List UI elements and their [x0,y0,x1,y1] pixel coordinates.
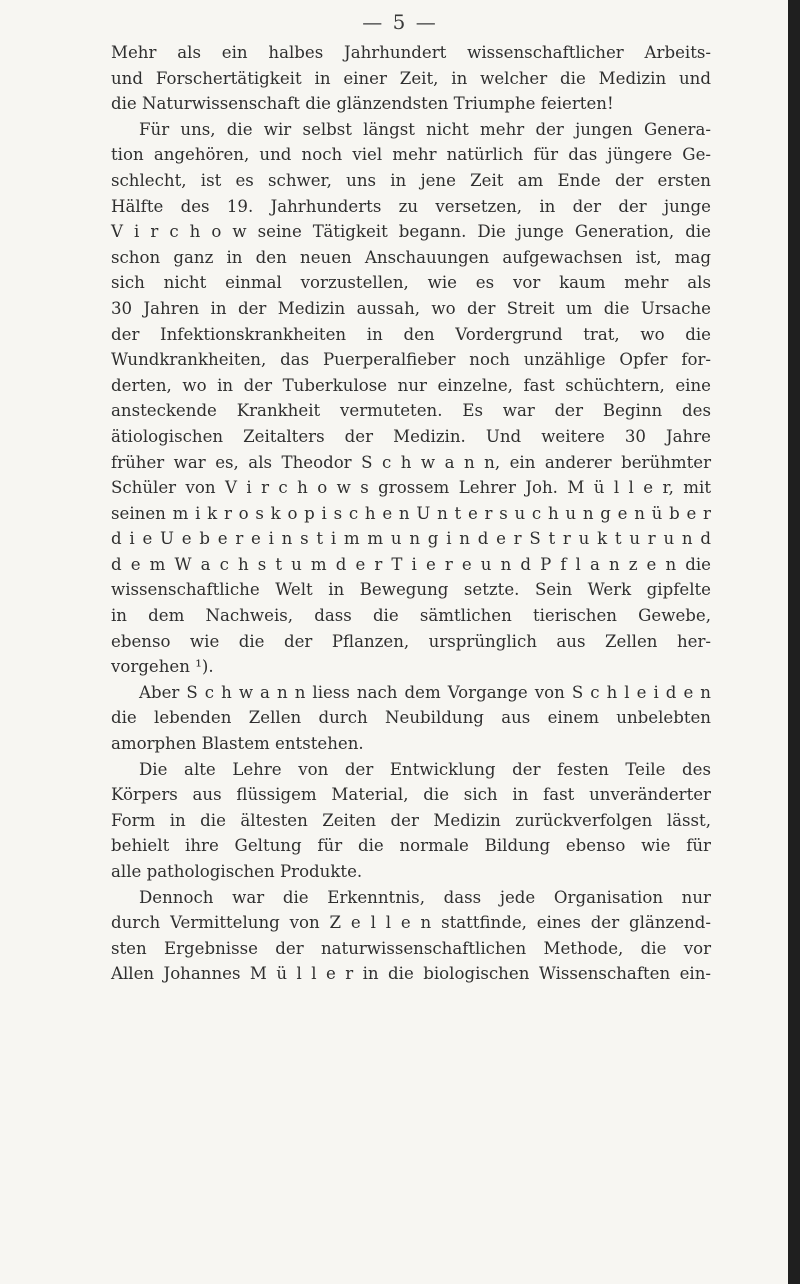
text-line: Für uns, die wir selbst längst nicht mehr der jungen Genera- [139,119,711,139]
text-line: sten Ergebnisse der naturwissenschaftlichen Methode, die vor [111,938,711,958]
text-line: alle pathologischen Produkte. [111,862,363,881]
text-line: vorgehen ¹). [111,657,214,677]
text-line: schlecht, ist es schwer, uns in jene Zeit am Ende der ersten [111,170,711,190]
text-line: wissenschaftliche Welt in Bewegung setzte. Sein Werk gipfelte [111,580,711,600]
text-line: behielt ihre Geltung für die normale Bildung ebenso wie für [111,836,711,856]
text-line: V i r c h o w seine Tätigkeit begann. Die junge Generation, die [111,222,711,242]
text-line: Allen Johannes M ü l l e r in die biologischen Wissenschaften ein- [111,964,711,984]
text-line: die Naturwissenschaft die glänzendsten Triumphe feierten! [111,94,614,114]
text-line: amorphen Blastem entstehen. [111,734,364,754]
text-line: in dem Nachweis, dass die sämtlichen tierischen Gewebe, [111,606,711,626]
text-line: ebenso wie die der Pflanzen, ursprünglich aus Zellen her- [111,631,711,651]
text-line: sich nicht einmal vorzustellen, wie es vor kaum mehr als [111,273,711,293]
page-edge-shadow [788,0,800,1284]
text-line: früher war es, als Theodor S c h w a n n, ein anderer berühmter [111,452,711,472]
text-line: ätiologischen Zeitalters der Medizin. Und weitere 30 Jahre [111,426,711,446]
text-line: d e m W a c h s t u m d e r T i e r e u n d P f l a n z e n die [111,554,711,574]
text-line: durch Vermittelung von Z e l l e n stattfinde, eines der glänzend- [111,913,711,933]
text-line: Hälfte des 19. Jahrhunderts zu versetzen, in der der junge [111,196,711,216]
text-line: 30 Jahren in der Medizin aussah, wo der Streit um die Ursache [111,298,711,318]
text-line: Dennoch war die Erkenntnis, dass jede Organisation nur [139,887,711,907]
text-line: d i e U e b e r e i n s t i m m u n g i n d e r S t r u k t u r u n d [111,529,711,549]
text-line: der Infektionskrankheiten in den Vordergrund trat, wo die [111,324,711,344]
text-line: ansteckende Krankheit vermuteten. Es war der Beginn des [111,401,711,421]
text-line: Die alte Lehre von der Entwicklung der festen Teile des [139,759,711,779]
text-line: tion angehören, und noch viel mehr natürlich für das jüngere Ge- [111,145,711,165]
text-line: Körpers aus flüssigem Material, die sich in fast unveränderter [111,785,711,805]
text-line: und Forschertätigkeit in einer Zeit, in welcher die Medizin und [111,68,711,88]
text-line: schon ganz in den neuen Anschauungen aufgewachsen ist, mag [111,247,711,267]
text-line: Mehr als ein halbes Jahrhundert wissenschaftlicher Arbeits- [111,43,711,62]
text-line: Wundkrankheiten, das Puerperalfieber noch unzählige Opfer for- [111,350,711,370]
text-line: die lebenden Zellen durch Neubildung aus einem unbelebten [111,708,711,728]
text-line: Form in die ältesten Zeiten der Medizin zurückverfolgen lässt, [111,810,711,830]
body-text [111,40,711,987]
text-line: derten, wo in der Tuberkulose nur einzelne, fast schüchtern, eine [111,375,711,395]
text-line: Schüler von V i r c h o w s grossem Lehrer Joh. M ü l l e r, mit [111,478,711,498]
text-line: Aber S c h w a n n liess nach dem Vorgange von S c h l e i d e n [139,682,711,702]
text-line: seinen m i k r o s k o p i s c h e n U n t e r s u c h u n g e n ü b e r [111,503,711,523]
page-number: — 5 — [362,10,438,34]
